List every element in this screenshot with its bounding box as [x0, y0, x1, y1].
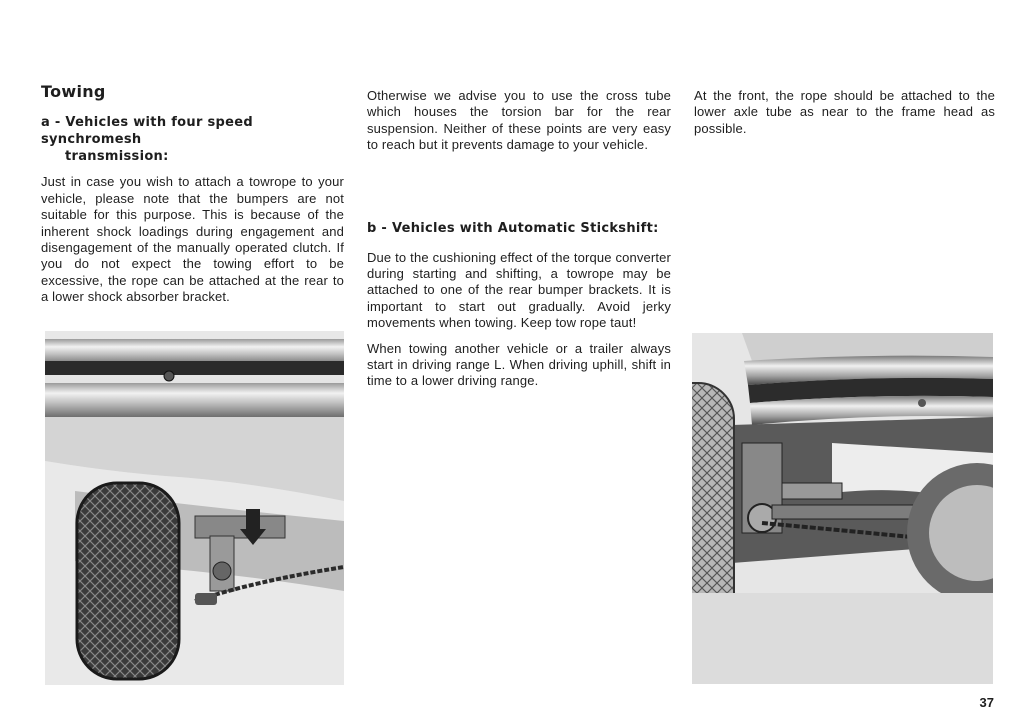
rear-towing-photo [45, 331, 344, 685]
column-middle [367, 88, 671, 390]
column-left [41, 84, 344, 306]
section-a-heading-line1: a - Vehicles with four speed synchromesh [41, 115, 253, 148]
column-right [694, 88, 995, 137]
front-towing-photo [692, 333, 993, 684]
section-b-paragraph-1: Due to the cushioning effect of the torque converter during starting and shifting, a towrope may be attached to one of the rear bumper brackets. It is important to start out gradually. Avoid jerky movements when towing. Keep tow rope taut! [367, 249, 671, 331]
section-a-heading [41, 114, 344, 165]
section-a-heading-line2: transmission: [65, 149, 169, 165]
section-b-paragraph-2: When towing another vehicle or a trailer always start in driving range L. When driving uphill, shift in time to a lower driving range. [367, 340, 671, 389]
section-a-body: Just in case you wish to attach a towrope to your vehicle, please note that the bumpers are not suitable for this purpose. This is because of the inherent shock loadings during engagement and disengagement of the manually operated clutch. If you do not expect the towing effort to be excessive, the rope can be attached at the rear to a lower shock absorber bracket. [41, 174, 344, 305]
page-title: Towing [41, 82, 106, 101]
section-a-body-continued: Otherwise we advise you to use the cross tube which houses the torsion bar for the rear suspension. Neither of these points are very easy to reach but it prevents damage to your vehicle. [367, 88, 671, 153]
page-number: 37 [979, 695, 994, 710]
front-attachment-note: At the front, the rope should be attached to the lower axle tube as near to the frame head as possible. [694, 88, 995, 136]
section-b-heading: b - Vehicles with Automatic Stickshift: [367, 220, 659, 236]
